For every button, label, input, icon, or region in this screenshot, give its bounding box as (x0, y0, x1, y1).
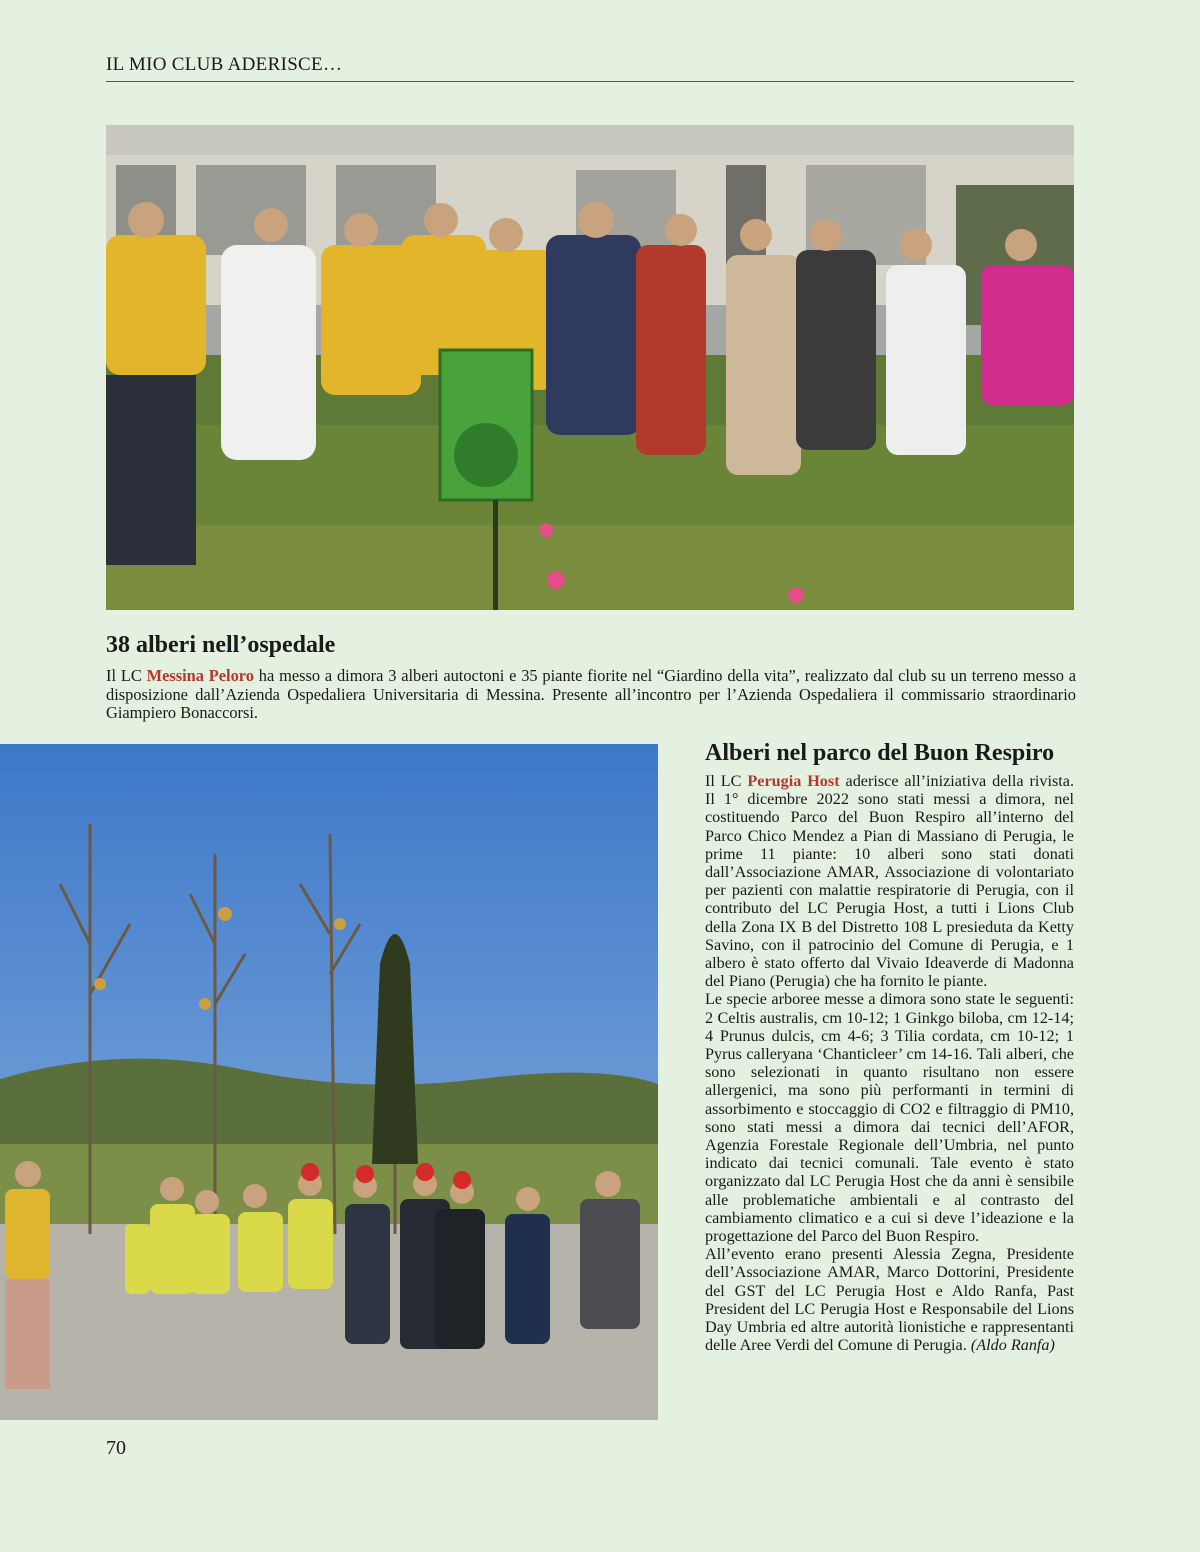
article-text: aderisce all’iniziativa della rivista. Il 1° dicembre 2022 sono stati messi a dimora, nel costituendo Parco del Buon Respiro all’interno del Parco Chico Mendez a Pian di Massiano di Perugia, le prime 11 piante: 10 alberi sono stati donati dall’Associazione AMAR, Associazione di volontariato per pazienti con malattie respiratorie di Perugia, con il contributo del LC Perugia Host, a tutti i Lions Club della Zona IX B del Distretto 108 L presieduta da Ketty Savino, con il patrocinio del Comune di Perugia, e 1 albero è stato offerto dal Vivaio Ideaverde di Madonna del Piano (Perugia) che ha fornito le piante. (705, 772, 1074, 991)
article-text-prefix: Il LC (106, 666, 147, 685)
section-header: IL MIO CLUB ADERISCE… (106, 54, 343, 75)
article-body-hospital-trees (106, 667, 1076, 723)
article-title-hospital-trees: 38 alberi nell’ospedale (106, 632, 336, 658)
article-text: ha messo a dimora 3 alberi autoctoni e 35 piante fiorite nel “Giardino della vita”, realizzato dal club su un terreno messo a disposizione dall’Azienda Ospedaliera Universitaria di Messina. Presente all’incontro per l’Azienda Ospedaliera il commissario straordinario Giampiero Bonaccorsi. (106, 666, 1076, 723)
paragraph: Le specie arboree messe a dimora sono state le seguenti: 2 Celtis australis, cm 10-12; 1 Ginkgo biloba, cm 12-14; 4 Prunus dulcis, cm 4-6; 3 Tilia cordata, cm 10-12; 1 Pyrus calleryana ‘Chanticleer’ cm 14-16. Tali alberi, che sono selezionati in quanto risultano non essere allergenici, ma sono più performanti in termini di assorbimento e stoccaggio di CO2 e filtraggio di PM10, sono stati messi a dimora dai tecnici dell’AFOR, Agenzia Forestale Regionale dell’Umbria, nel punto indicato dai tecnici comunali. Tale evento è stato organizzato dal LC Perugia Host che da anni è sensibile alle problematiche ambientali e al contrasto del cambiamento climatico e a cui si deve l’ideazione e la progettazione del Parco del Buon Respiro. (705, 990, 1074, 1246)
club-name-messina-peloro: Messina Peloro (146, 666, 254, 685)
article-body-buon-respiro (705, 772, 1074, 1355)
hospital-garden-group-photo (106, 125, 1074, 610)
header-divider (106, 81, 1074, 82)
paragraph (705, 772, 1074, 990)
article-text-prefix: Il LC (705, 772, 748, 790)
page-number: 70 (106, 1437, 126, 1459)
article-title-buon-respiro: Alberi nel parco del Buon Respiro (705, 740, 1055, 766)
article-text: All’evento erano presenti Alessia Zegna, Presidente dell’Associazione AMAR, Marco Dottorini, Presidente del GST del LC Perugia Host e Aldo Ranfa, Past President del LC Perugia Host e Responsabile del Lions Day Umbria ed altre autorità lionistiche e rappresentanti delle Aree Verdi del Comune di Perugia. (705, 1245, 1074, 1355)
club-name-perugia-host: Perugia Host (747, 772, 840, 790)
park-tree-planting-group-photo (0, 744, 658, 1420)
author-credit: (Aldo Ranfa) (970, 1336, 1055, 1355)
paragraph (705, 1245, 1074, 1354)
